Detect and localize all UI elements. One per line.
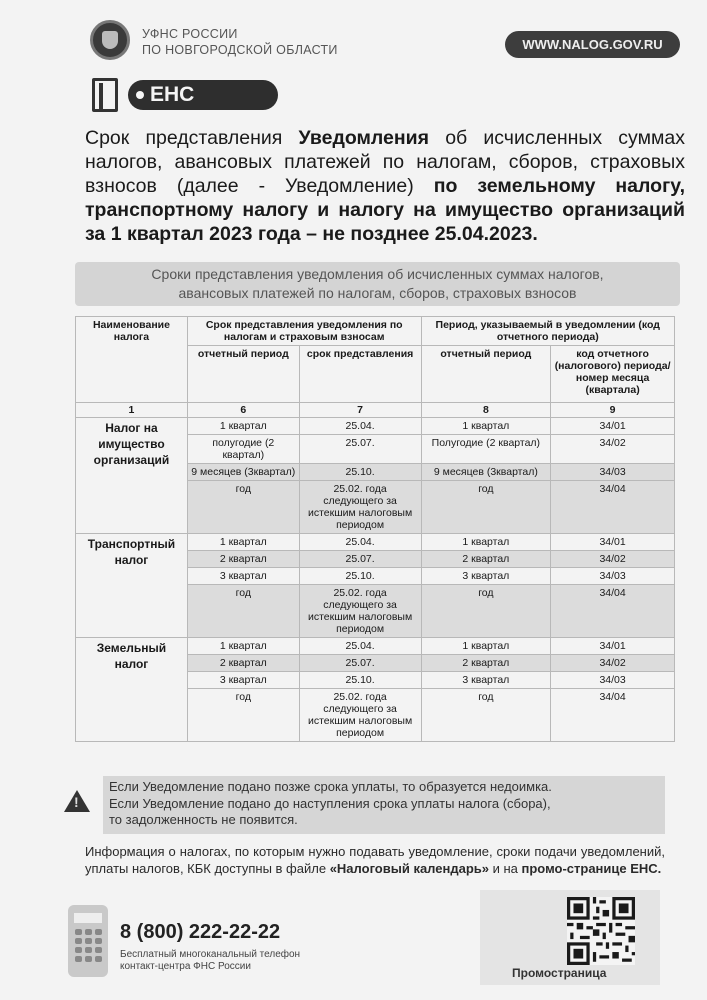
header-period-code: код отчетного (налогового) периода/номер месяца (квартала) — [551, 346, 675, 403]
tax-calendar-link[interactable]: «Налоговый календарь» — [329, 861, 489, 876]
cell-deadline: 25.04. — [299, 534, 421, 551]
cell-deadline: 25.10. — [299, 672, 421, 689]
cell-period: 3 квартал — [421, 672, 551, 689]
cell-period: 2 квартал — [421, 551, 551, 568]
header-period: Период, указываемый в уведомлении (код отчетного периода) — [421, 317, 674, 346]
header-submission-date: срок представления — [299, 346, 421, 403]
cell-period: 9 месяцев (3квартал) — [187, 464, 299, 481]
qr-code-icon[interactable] — [567, 897, 635, 965]
cell-code: 34/04 — [551, 689, 675, 742]
cell-code: 34/03 — [551, 464, 675, 481]
headline — [85, 126, 685, 246]
header-tax-name: Наименование налога — [76, 317, 188, 403]
table-row — [76, 418, 675, 435]
ens-promo-link[interactable]: промо-странице ЕНС. — [521, 861, 662, 876]
cell-period: 1 квартал — [187, 418, 299, 435]
org-name — [142, 26, 338, 58]
cell-deadline: 25.02. года следующего за истекшим налоговым периодом — [299, 481, 421, 534]
headline-bold-notice: Уведомления — [298, 127, 430, 149]
phone-icon — [68, 905, 108, 977]
cell-deadline: 25.07. — [299, 435, 421, 464]
promo-page-label: Промостраница — [512, 966, 607, 980]
cell-deadline: 25.07. — [299, 551, 421, 568]
info-and: и на — [489, 861, 522, 876]
warning-icon: ! — [64, 790, 90, 812]
tax-name-transport: Транспортный налог — [76, 534, 188, 638]
cell-period: год — [187, 481, 299, 534]
info-paragraph — [85, 843, 665, 877]
header-reporting-period-2: отчетный период — [421, 346, 551, 403]
headline-part-1: Срок представления — [85, 127, 299, 149]
info-text: Информация о налогах, по которым нужно подавать уведомление, сроки подачи уведомлений, уплаты налогов, КБК доступны в файле — [85, 844, 665, 876]
book-icon — [92, 78, 118, 112]
banner-line-1: Сроки представления уведомления об исчисленных суммах налогов, — [151, 266, 604, 282]
cell-code: 34/01 — [551, 418, 675, 435]
hotline-note — [120, 949, 300, 973]
warning-line-2: Если Уведомление подано до наступления срока уплаты налога (сбора), — [109, 795, 551, 811]
cell-period: год — [187, 689, 299, 742]
tax-name-land: Земельный налог — [76, 638, 188, 742]
cell-period: год — [421, 585, 551, 638]
cell-period: Полугодие (2 квартал) — [421, 435, 551, 464]
table-row — [76, 534, 675, 551]
cell-code: 34/02 — [551, 551, 675, 568]
cell-code: 34/02 — [551, 655, 675, 672]
cell-period: 2 квартал — [421, 655, 551, 672]
hotline-number[interactable]: 8 (800) 222-22-22 — [120, 921, 281, 943]
cell-period: 3 квартал — [421, 568, 551, 585]
warning-box — [103, 776, 665, 834]
cell-period: 1 квартал — [187, 534, 299, 551]
warning-line-3: то задолженность не появится. — [109, 812, 298, 827]
cell-code: 34/01 — [551, 638, 675, 655]
table-row — [76, 638, 675, 655]
headline-bold-deadline: по земельному налогу, транспортному налогу и налогу на имущество организаций за 1 квартал 2023 года – не позднее 25.04.2023. — [85, 175, 685, 245]
table-caption-banner — [75, 262, 680, 306]
col-number: 9 — [551, 403, 675, 418]
col-number: 1 — [76, 403, 188, 418]
hotline-note-line-1: Бесплатный многоканальный телефон — [120, 949, 301, 960]
headline-part-2: об исчисленных суммах налогов, авансовых платежей по налогам, сборов, страховых взносов (далее - Уведомление) — [85, 127, 685, 197]
header-reporting-period: отчетный период — [187, 346, 299, 403]
cell-code: 34/04 — [551, 481, 675, 534]
cell-deadline: 25.10. — [299, 568, 421, 585]
cell-code: 34/03 — [551, 672, 675, 689]
cell-period: 3 квартал — [187, 568, 299, 585]
cell-deadline: 25.04. — [299, 638, 421, 655]
fns-emblem-logo — [90, 20, 130, 60]
cell-deadline: 25.07. — [299, 655, 421, 672]
cell-period: год — [421, 689, 551, 742]
cell-period: год — [421, 481, 551, 534]
cell-period: 2 квартал — [187, 655, 299, 672]
cell-deadline: 25.02. года следующего за истекшим налоговым периодом — [299, 585, 421, 638]
col-number: 8 — [421, 403, 551, 418]
cell-period: 1 квартал — [187, 638, 299, 655]
deadlines-table — [75, 316, 675, 742]
org-line-1: УФНС РОССИИ — [142, 27, 238, 41]
cell-period: 1 квартал — [421, 534, 551, 551]
col-number: 6 — [187, 403, 299, 418]
header-deadline: Срок представления уведомления по налогам и страховым взносам — [187, 317, 421, 346]
cell-deadline: 25.04. — [299, 418, 421, 435]
cell-period: полугодие (2 квартал) — [187, 435, 299, 464]
cell-code: 34/02 — [551, 435, 675, 464]
cell-period: год — [187, 585, 299, 638]
cell-deadline: 25.02. года следующего за истекшим налоговым периодом — [299, 689, 421, 742]
cell-code: 34/03 — [551, 568, 675, 585]
cell-deadline: 25.10. — [299, 464, 421, 481]
ens-badge: ЕНС — [128, 80, 278, 110]
cell-code: 34/01 — [551, 534, 675, 551]
cell-period: 9 месяцев (3квартал) — [421, 464, 551, 481]
warning-line-1: Если Уведомление подано позже срока уплаты, то образуется недоимка. — [109, 779, 552, 794]
banner-line-2: авансовых платежей по налогам, сборов, страховых взносов — [178, 285, 577, 301]
cell-period: 1 квартал — [421, 418, 551, 435]
col-number: 7 — [299, 403, 421, 418]
hotline-note-line-2: контакт-центра ФНС России — [120, 961, 251, 972]
org-line-2: ПО НОВГОРОДСКОЙ ОБЛАСТИ — [142, 43, 338, 57]
cell-code: 34/04 — [551, 585, 675, 638]
cell-period: 2 квартал — [187, 551, 299, 568]
tax-name-property: Налог на имущество организаций — [76, 418, 188, 534]
cell-period: 1 квартал — [421, 638, 551, 655]
cell-period: 3 квартал — [187, 672, 299, 689]
website-badge[interactable]: WWW.NALOG.GOV.RU — [505, 31, 680, 58]
